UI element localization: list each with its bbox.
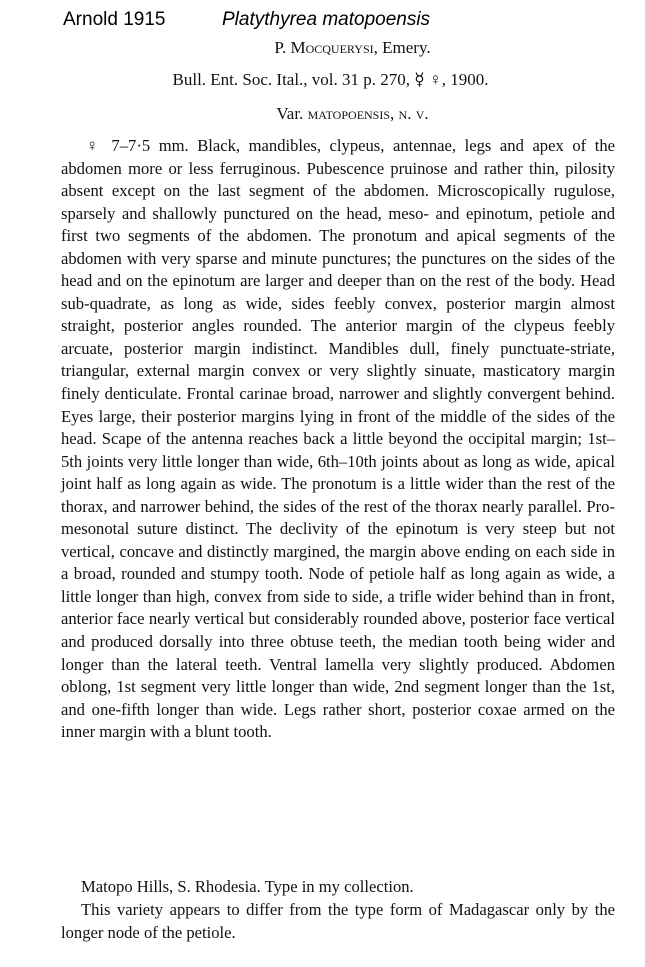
citation-line-1 bbox=[0, 38, 645, 58]
variety-prefix: Var. bbox=[276, 104, 308, 123]
citation-reference: Bull. Ent. Soc. Ital., vol. 31 p. 270, ☿ ♀, 1900. bbox=[172, 70, 489, 89]
description-paragraph: ♀ 7–7·5 mm. Black, mandibles, clypeus, antennae, legs and apex of the abdomen more or less ferruginous. Pubescence pruinose and rather thin, pilosity absent except on the last segment of the abdomen. Microscopically rugulose, sparsely and shallowly punctured on the head, meso- and epinotum, petiole and first two segments of the abdomen. The pronotum and apical segments of the abdomen with very sparse and minute punctures; the punctures on the sides of the head and on the epinotum are larger and deeper than on the rest of the body. Head sub-quadrate, as long as wide, sides feebly convex, posterior margin almost straight, posterior angles rounded. The anterior margin of the clypeus feebly arcuate, posterior margin indistinct. Mandibles dull, finely punctuate-striate, triangular, external margin convex or very slightly sinuate, masticatory margin finely denticulate. Frontal carinae broad, narrower and slightly convergent behind. Eyes large, their posterior margins lying in front of the middle of the sides of the head. Scape of the antenna reaches back a little beyond the occipital margin; 1st–5th joints very little longer than wide, 6th–10th joints about as long as wide, apical joint half as long again as wide. The pronotum is a little wider than the rest of the thorax, and narrower behind, the sides of the rest of the thorax nearly parallel. Pro-mesonotal suture distinct. The declivity of the epinotum is very steep but not vertical, concave and distinctly margined, the margin above ending on each side in a broad, rounded and stumpy tooth. Node of petiole half as long again as wide, a little longer than high, convex from side to side, a trifle wider behind than in front, anterior face nearly vertical but considerably rounded above, posterior face vertical and produced dorsally into three obtuse teeth, the median tooth being wider and longer than the lateral teeth. Ventral lamella very slightly produced. Abdomen oblong, 1st segment very little longer than wide, 2nd segment longer than the 1st, and one-fifth longer than wide. Legs rather short, posterior coxae armed on the inner margin with a blunt tooth. bbox=[61, 136, 615, 742]
author-year-label: Arnold 1915 bbox=[63, 9, 166, 30]
variety-heading bbox=[0, 104, 645, 124]
species-title: Platythyrea matopoensis bbox=[222, 9, 431, 30]
citation-author: , Emery. bbox=[373, 38, 431, 57]
citation-prefix: P. bbox=[274, 38, 291, 57]
variety-name: matopoensis, n. v. bbox=[307, 104, 429, 123]
remark-paragraph: This variety appears to differ from the type form of Madagascar only by the longer node of the petiole. bbox=[61, 900, 615, 942]
description-block bbox=[61, 135, 615, 744]
citation-species-name: Mocquerysi bbox=[290, 38, 374, 57]
locality-paragraph: Matopo Hills, S. Rhodesia. Type in my collection. bbox=[81, 877, 414, 896]
